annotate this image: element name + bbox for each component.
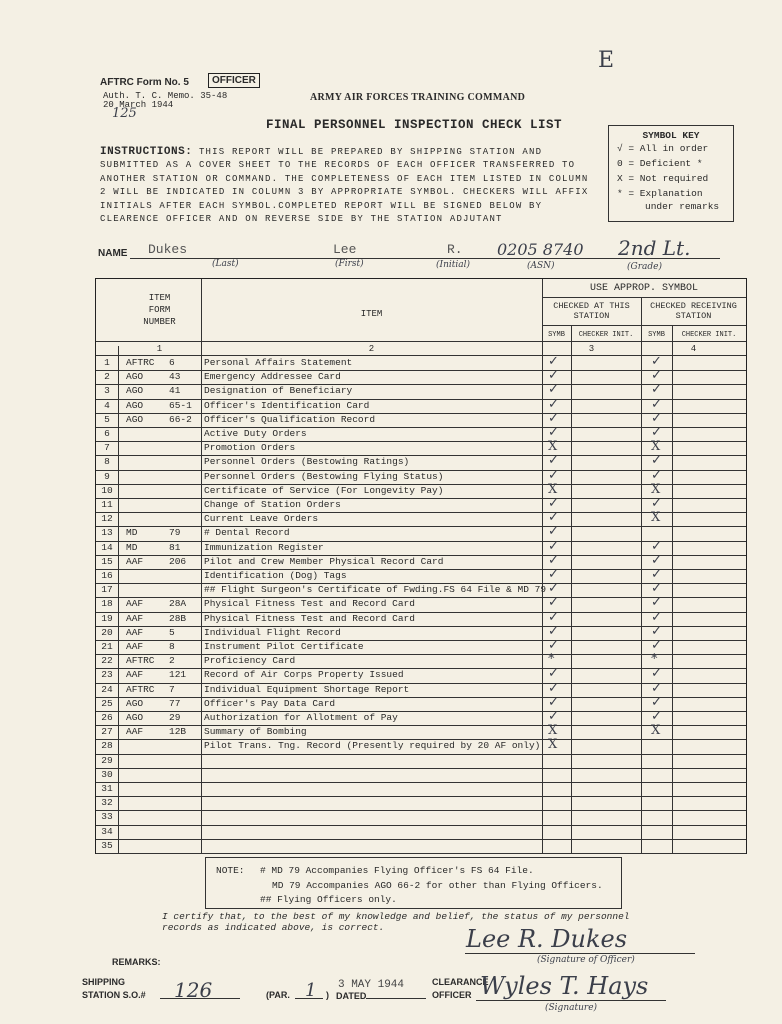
symbol-receiving: ✓ (651, 609, 662, 625)
symbol-receiving: ✓ (651, 425, 662, 440)
clearance-signature: Wyles T. Hays (480, 972, 649, 1000)
grade-handwritten: 2nd Lt. (618, 236, 691, 260)
col-number: 3 (588, 344, 595, 354)
header-symb: SYMB (648, 331, 665, 339)
table-row (96, 467, 746, 484)
form-prefix: AAF (126, 669, 144, 681)
item-name: Personnel Orders (Bestowing Ratings) (204, 456, 410, 468)
symbol-receiving: ✓ (651, 666, 662, 682)
row-number: 19 (101, 612, 113, 624)
symbol-receiving: ✓ (651, 396, 662, 412)
row-number: 16 (101, 570, 113, 581)
inspection-table (95, 278, 747, 854)
dated-label: DATED (336, 991, 367, 1001)
table-row (96, 668, 746, 682)
form-number: 28B (169, 612, 187, 624)
symbol-receiving: ✓ (651, 638, 662, 653)
row-line (96, 853, 746, 854)
page-title: FINAL PERSONNEL INSPECTION CHECK LIST (266, 118, 563, 132)
row-number: 21 (101, 641, 113, 652)
symbol-receiving: ✓ (651, 581, 662, 597)
table-row (96, 526, 746, 540)
table-row (96, 711, 746, 725)
row-number: 28 (101, 740, 113, 752)
form-prefix: AFTRC (126, 655, 155, 667)
symbol-this-station: ✓ (548, 623, 559, 639)
form-number: 41 (169, 385, 181, 397)
row-number: 12 (101, 513, 113, 525)
form-prefix: AGO (126, 399, 144, 411)
item-name: Active Duty Orders (204, 428, 307, 439)
row-number: 13 (101, 527, 113, 539)
table-row (96, 583, 746, 597)
station-so-label: STATION S.O.# (82, 990, 146, 1000)
col-number: 1 (156, 344, 163, 354)
dated-underline (366, 998, 426, 999)
item-name: Individual Equipment Shortage Report (204, 683, 410, 695)
asn-handwritten: 0205 8740 (497, 240, 584, 259)
clearance-signature-caption: (Signature) (545, 1003, 598, 1013)
form-prefix: AAF (126, 598, 144, 610)
caption-first: (First) (335, 259, 364, 269)
item-name: Designation of Beneficiary (204, 385, 353, 397)
officer-signature: Lee R. Dukes (466, 925, 628, 953)
table-row (96, 441, 746, 455)
symbol-receiving: X (651, 510, 661, 526)
symbol-this-station: ✓ (548, 467, 559, 483)
instructions-text: THIS REPORT WILL BE PREPARED BY SHIPPING STATION AND SUBMITTED AS A COVER SHEET TO THE RECORDS OF EACH OFFICER TRANSFERRED TO ANOTHER STATION OR COMMAND. THE COMPLETENESS OF EACH ITEM LISTED IN COLUMN 2 WILL BE INDICATED IN COLUMN 3 BY APPROPRIATE SYMBOL. CHECKERS WILL AFFIX INITIALS AFTER EACH SYMBOL.COMPLETED REPORT WILL BE SIGNED BELOW BY CLEARENCE OFFICER AND ON REVERSE SIDE BY THE STATION ADJUTANT (100, 147, 589, 225)
par-close: ) (326, 990, 329, 1000)
officer-label: OFFICER (432, 990, 472, 1000)
form-prefix: AGO (126, 371, 144, 383)
table-row (96, 754, 746, 768)
table-row (96, 569, 746, 583)
table-row (96, 410, 746, 427)
form-prefix: MD (126, 541, 138, 553)
table-row (96, 609, 746, 626)
caption-asn: (ASN) (527, 261, 555, 271)
caption-grade: (Grade) (627, 262, 662, 272)
table-row (96, 356, 746, 370)
row-number: 24 (101, 683, 113, 695)
symbol-receiving: ✓ (651, 382, 662, 398)
table-row (96, 427, 746, 441)
note-line-3: ## Flying Officers only. (260, 894, 397, 905)
symbol-this-station: ✓ (548, 709, 559, 724)
form-prefix: AAF (126, 612, 144, 624)
symbol-receiving: ✓ (651, 410, 662, 426)
command-heading: ARMY AIR FORCES TRAINING COMMAND (310, 92, 526, 103)
form-prefix: AAF (126, 555, 144, 567)
symbol-receiving: X (651, 439, 661, 455)
table-row (96, 839, 746, 853)
symbol-receiving: ✓ (651, 354, 662, 369)
table-row (96, 810, 746, 824)
table-row (96, 680, 746, 697)
grid-line (542, 325, 746, 326)
item-name: Individual Flight Record (204, 626, 341, 638)
symbol-receiving: ✓ (651, 680, 662, 696)
table-row (96, 552, 746, 569)
item-name: Pilot Trans. Tng. Record (Presently required by 20 AF only) (204, 740, 541, 752)
symbol-this-station: X (548, 737, 558, 753)
header-symb: SYMB (548, 331, 565, 339)
caption-initial: (Initial) (436, 260, 470, 270)
form-number: 8 (169, 641, 175, 652)
item-name: ## Flight Surgeon's Certificate of Fwding.FS 64 File & MD 79 (204, 584, 547, 596)
header-item-form: ITEM FORM NUMBER (143, 293, 176, 327)
name-initial: R. (447, 242, 463, 257)
symbol-receiving: ✓ (651, 467, 662, 483)
row-number: 26 (101, 712, 113, 723)
par-underline (295, 998, 323, 999)
shipping-label: SHIPPING (82, 977, 126, 987)
par-label: (PAR. (266, 990, 290, 1000)
form-number: 65-1 (169, 399, 192, 411)
auth-line-2: 20 March 1944 (103, 100, 174, 110)
form-number: 29 (169, 712, 181, 723)
row-number: 5 (104, 413, 110, 425)
caption-last: (Last) (212, 259, 239, 269)
symbol-this-station: ✓ (548, 396, 559, 412)
item-name: Pilot and Crew Member Physical Record Card (204, 555, 444, 567)
item-name: Summary of Bombing (204, 726, 307, 738)
table-row (96, 623, 746, 640)
grid-line (542, 297, 746, 298)
item-name: Certificate of Service (For Longevity Pay) (204, 484, 444, 496)
table-row (96, 384, 746, 398)
symbol-receiving: ✓ (651, 567, 662, 582)
symbol-receiving: ✓ (651, 538, 662, 554)
item-name: Identification (Dog) Tags (204, 570, 347, 581)
symbol-key-title: SYMBOL KEY (642, 130, 700, 141)
symbol-receiving: X (651, 723, 661, 739)
symbol-receiving: ✓ (651, 694, 662, 710)
symbol-this-station: ✓ (548, 694, 559, 710)
form-prefix: AGO (126, 712, 144, 723)
table-row (96, 512, 746, 526)
row-number: 6 (104, 428, 110, 439)
symbol-this-station: ✓ (548, 567, 559, 582)
symbol-this-station: * (548, 652, 555, 668)
par-number: 1 (305, 980, 317, 1001)
form-prefix: AGO (126, 385, 144, 397)
item-name: Promotion Orders (204, 442, 296, 454)
row-number: 27 (101, 726, 113, 738)
name-label: NAME (98, 248, 128, 259)
row-number: 20 (101, 626, 113, 638)
grid-line (96, 341, 746, 342)
symbol-this-station: ✓ (548, 453, 559, 469)
table-row (96, 796, 746, 810)
table-row (96, 694, 746, 711)
row-number: 11 (101, 499, 113, 510)
table-row (96, 538, 746, 555)
symbol-this-station: ✓ (548, 368, 559, 384)
corner-mark: E (598, 48, 615, 73)
form-number: 81 (169, 541, 181, 553)
symbol-this-station: X (548, 723, 558, 739)
symbol-this-station: ✓ (548, 382, 559, 398)
certify-line-2: records as indicated above, is correct. (162, 922, 385, 933)
row-number: 14 (101, 541, 113, 553)
item-name: Instrument Pilot Certificate (204, 641, 364, 652)
header-checked-recv: CHECKED RECEIVING STATION (650, 301, 737, 321)
signature-line (465, 953, 695, 954)
header-checker: CHECKER INIT. (681, 331, 737, 339)
table-row (96, 455, 746, 469)
note-box (205, 857, 622, 909)
symbol-this-station: ✓ (548, 638, 559, 653)
form-prefix: AAF (126, 641, 144, 652)
row-number: 25 (101, 697, 113, 709)
row-number: 3 (104, 385, 110, 397)
form-number: 121 (169, 669, 187, 681)
symbol-key-item: X = Not required (617, 173, 709, 184)
symbol-receiving: ✓ (651, 496, 662, 511)
table-row (96, 725, 746, 739)
row-number: 9 (104, 470, 110, 482)
table-row (96, 739, 746, 753)
form-number: 2 (169, 655, 175, 667)
form-prefix: AAF (126, 726, 144, 738)
symbol-this-station: ✓ (548, 425, 559, 440)
row-number: 10 (101, 484, 113, 496)
form-number: 66-2 (169, 413, 192, 425)
item-name: Officer's Qualification Record (204, 413, 376, 425)
row-number: 15 (101, 555, 113, 567)
clearance-label: CLEARANCE (432, 977, 489, 987)
header-use-symbol: USE APPROP. SYMBOL (589, 283, 699, 294)
note-line-1: # MD 79 Accompanies Flying Officer's FS 64 File. (260, 865, 534, 876)
item-name: Physical Fitness Test and Record Card (204, 612, 415, 624)
item-name: Physical Fitness Test and Record Card (204, 598, 415, 610)
instructions-label: INSTRUCTIONS: (100, 146, 193, 158)
form-prefix: AGO (126, 413, 144, 425)
table-row (96, 481, 746, 498)
form-number: 7 (169, 683, 175, 695)
symbol-key-item: 0 = Deficient * (617, 158, 703, 169)
row-number: 18 (101, 598, 113, 610)
form-number: 5 (169, 626, 175, 638)
row-number: 4 (104, 399, 110, 411)
form-number: 79 (169, 527, 181, 539)
symbol-this-station: ✓ (548, 510, 559, 526)
symbol-this-station: ✓ (548, 609, 559, 625)
table-row (96, 640, 746, 654)
row-number: 29 (101, 754, 113, 766)
form-prefix: AFTRC (126, 683, 155, 695)
item-name: Personnel Orders (Bestowing Flying Status) (204, 470, 444, 482)
symbol-this-station: ✓ (548, 524, 559, 540)
row-number: 23 (101, 669, 113, 681)
item-name: Authorization for Allotment of Pay (204, 712, 398, 723)
item-name: Officer's Identification Card (204, 399, 370, 411)
form-number: 77 (169, 697, 181, 709)
name-last: Dukes (148, 242, 188, 257)
symbol-this-station: X (548, 481, 558, 497)
symbol-receiving: ✓ (651, 368, 662, 384)
handwritten-number: 125 (112, 106, 137, 121)
symbol-key-item: * = Explanation (617, 188, 703, 199)
table-row (96, 768, 746, 782)
col-number: 4 (690, 344, 697, 354)
row-number: 22 (101, 655, 113, 667)
symbol-this-station: ✓ (548, 666, 559, 682)
item-name: Record of Air Corps Property Issued (204, 669, 404, 681)
symbol-this-station: ✓ (548, 552, 559, 568)
symbol-key (608, 125, 734, 222)
row-number: 33 (101, 811, 113, 823)
symbol-receiving: ✓ (651, 453, 662, 469)
certify-line-1: I certify that, to the best of my knowledge and belief, the status of my personnel (162, 911, 630, 922)
symbol-this-station: ✓ (548, 538, 559, 554)
table-row (96, 597, 746, 611)
table-row (96, 654, 746, 668)
symbol-receiving: ✓ (651, 595, 662, 611)
form-number: 12B (169, 726, 187, 738)
form-number: 43 (169, 371, 181, 383)
item-name: Immunization Register (204, 541, 324, 553)
form-prefix: MD (126, 527, 138, 539)
item-name: Emergency Addressee Card (204, 371, 341, 383)
row-number: 32 (101, 797, 113, 809)
table-row (96, 825, 746, 839)
form-number: 6 (169, 357, 175, 368)
symbol-this-station: ✓ (548, 581, 559, 597)
row-number: 2 (104, 371, 110, 383)
symbol-receiving: ✓ (651, 623, 662, 639)
table-row (96, 370, 746, 384)
symbol-receiving: X (651, 481, 661, 497)
remarks-label: REMARKS: (112, 957, 161, 967)
symbol-receiving: ✓ (651, 709, 662, 724)
item-name: Current Leave Orders (204, 513, 319, 525)
row-number: 1 (104, 357, 110, 368)
header-checked-here: CHECKED AT THIS STATION (553, 301, 630, 321)
symbol-key-item: under remarks (645, 201, 720, 212)
symbol-this-station: ✓ (548, 410, 559, 426)
item-name: Officer's Pay Data Card (204, 697, 336, 709)
name-first: Lee (333, 242, 357, 257)
symbol-receiving: ✓ (651, 552, 662, 568)
clearance-underline (476, 1000, 666, 1001)
note-line-2: MD 79 Accompanies AGO 66-2 for other than Flying Officers. (272, 880, 603, 891)
item-name: # Dental Record (204, 527, 290, 539)
form-prefix: AFTRC (126, 357, 155, 368)
symbol-this-station: ✓ (548, 595, 559, 611)
symbol-this-station: ✓ (548, 680, 559, 696)
row-number: 35 (101, 839, 113, 851)
item-name: Change of Station Orders (204, 499, 341, 510)
table-row (96, 498, 746, 512)
row-number: 17 (101, 584, 113, 596)
col-number: 2 (368, 344, 375, 354)
item-name: Proficiency Card (204, 655, 296, 667)
officer-signature-caption: (Signature of Officer) (537, 955, 635, 965)
row-number: 31 (101, 783, 113, 794)
symbol-key-item: √ = All in order (617, 143, 709, 154)
row-number: 8 (104, 456, 110, 468)
item-name: Personal Affairs Statement (204, 357, 353, 368)
table-row (96, 782, 746, 796)
header-checker: CHECKER INIT. (578, 331, 634, 339)
header-item: ITEM (360, 309, 383, 319)
so-number: 126 (174, 978, 213, 1002)
form-number: AFTRC Form No. 5 (100, 77, 189, 88)
form-number: 206 (169, 555, 187, 567)
row-number: 30 (101, 768, 113, 780)
symbol-this-station: ✓ (548, 496, 559, 511)
symbol-receiving: * (651, 652, 658, 668)
symbol-this-station: X (548, 439, 558, 455)
note-label: NOTE: (216, 865, 245, 876)
row-number: 7 (104, 442, 110, 454)
auth-line-1: Auth. T. C. Memo. 35-48 (103, 91, 228, 101)
form-number: 28A (169, 598, 187, 610)
form-prefix: AAF (126, 626, 144, 638)
officer-box: OFFICER (208, 73, 260, 88)
instructions (100, 146, 600, 226)
table-row (96, 396, 746, 413)
form-prefix: AGO (126, 697, 144, 709)
dated-value: 3 MAY 1944 (338, 979, 405, 991)
symbol-this-station: ✓ (548, 354, 559, 369)
row-number: 34 (101, 825, 113, 837)
so-underline (160, 998, 240, 999)
